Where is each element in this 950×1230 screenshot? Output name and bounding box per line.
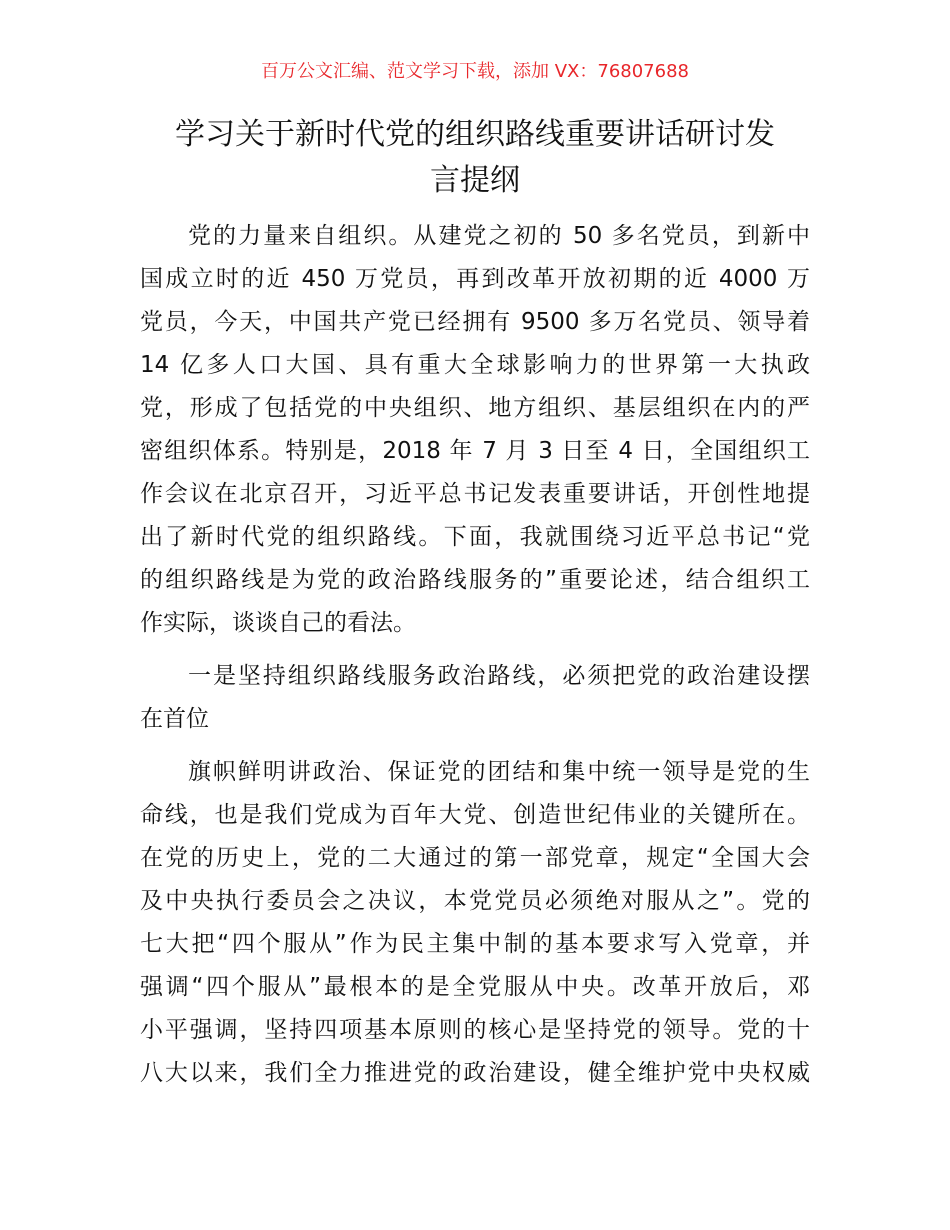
text-line: 党员，今天，中国共产党已经拥有 9500 多万名党员、领导着 bbox=[140, 309, 810, 335]
text-line: 强调“四个服从”最根本的是全党服从中央。改革开放后，邓 bbox=[140, 974, 810, 1000]
download-banner: 百万公文汇编、范文学习下载，添加 VX：76807688 bbox=[261, 61, 689, 82]
text-line: 的组织路线是为党的政治路线服务的”重要论述，结合组织工 bbox=[140, 567, 810, 593]
document-title bbox=[140, 112, 810, 204]
text-line: 七大把“四个服从”作为民主集中制的基本要求写入党章，并 bbox=[140, 931, 810, 957]
text-line: 旗帜鲜明讲政治、保证党的团结和集中统一领导是党的生 bbox=[188, 759, 810, 785]
text-line: 命线，也是我们党成为百年大党、创造世纪伟业的关键所在。 bbox=[140, 802, 810, 828]
title-line: 言提纲 bbox=[430, 163, 520, 198]
text-line: 在党的历史上，党的二大通过的第一部党章，规定“全国大会 bbox=[140, 845, 810, 871]
text-line: 一是坚持组织路线服务政治路线，必须把党的政治建设摆 bbox=[188, 663, 810, 689]
text-line: 出了新时代党的组织路线。下面，我就围绕习近平总书记“党 bbox=[140, 524, 810, 550]
paragraph bbox=[140, 751, 810, 1095]
title-line: 学习关于新时代党的组织路线重要讲话研讨发 bbox=[175, 117, 775, 152]
text-line: 作实际，谈谈自己的看法。 bbox=[140, 610, 416, 636]
text-line: 国成立时的近 450 万党员，再到改革开放初期的近 4000 万 bbox=[140, 266, 810, 292]
text-line: 作会议在北京召开，习近平总书记发表重要讲话，开创性地提 bbox=[140, 481, 810, 507]
text-line: 在首位 bbox=[140, 706, 209, 732]
document-body bbox=[140, 215, 810, 1105]
section-heading bbox=[140, 655, 810, 741]
text-line: 14 亿多人口大国、具有重大全球影响力的世界第一大执政 bbox=[140, 352, 810, 378]
text-line: 及中央执行委员会之决议，本党党员必须绝对服从之”。党的 bbox=[140, 888, 810, 914]
text-line: 小平强调，坚持四项基本原则的核心是坚持党的领导。党的十 bbox=[140, 1017, 810, 1043]
text-line: 党的力量来自组织。从建党之初的 50 多名党员，到新中 bbox=[188, 223, 810, 249]
text-line: 密组织体系。特别是，2018 年 7 月 3 日至 4 日，全国组织工 bbox=[140, 438, 810, 464]
paragraph bbox=[140, 215, 810, 645]
text-line: 八大以来，我们全力推进党的政治建设，健全维护党中央权威 bbox=[140, 1060, 810, 1086]
text-line: 党，形成了包括党的中央组织、地方组织、基层组织在内的严 bbox=[140, 395, 810, 421]
